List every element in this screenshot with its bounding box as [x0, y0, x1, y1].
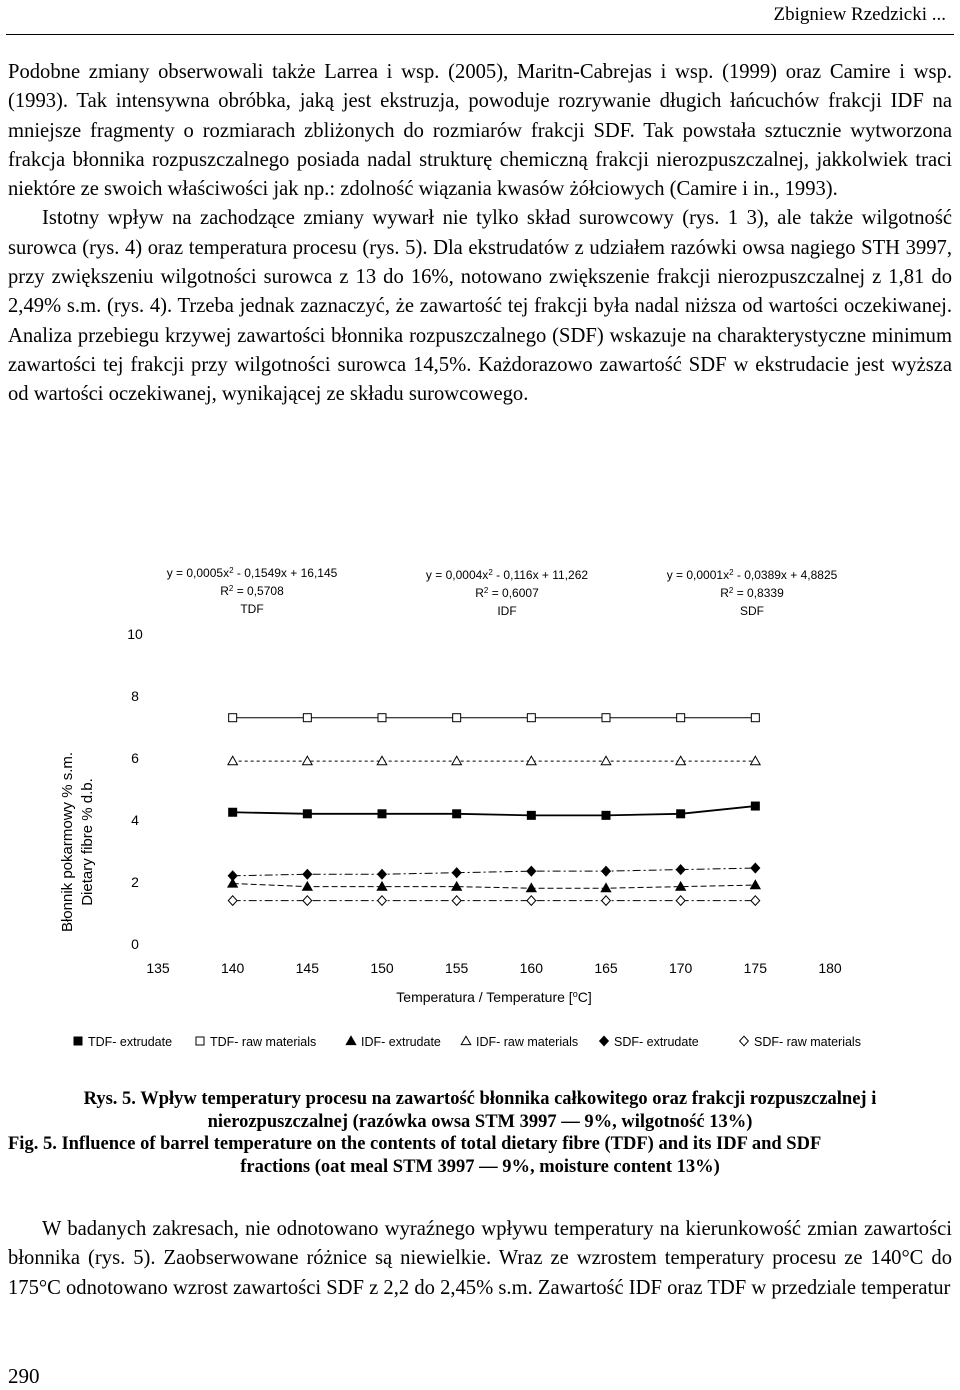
data-point — [378, 810, 386, 818]
data-point — [378, 896, 387, 906]
data-point — [378, 869, 387, 879]
data-point — [751, 714, 759, 722]
legend-label: TDF- raw materials — [210, 1035, 317, 1049]
x-tick-label: 145 — [295, 960, 320, 976]
data-point — [527, 896, 536, 906]
data-point — [303, 896, 312, 906]
data-point — [602, 866, 611, 876]
data-point — [677, 810, 685, 818]
x-tick-label: 140 — [220, 960, 245, 976]
legend-label: TDF- extrudate — [88, 1035, 173, 1049]
caption-en-line-1: Fig. 5. Influence of barrel temperature on the contents of total dietary fibre (TDF) and its IDF and SDF — [8, 1134, 822, 1154]
data-point — [377, 882, 387, 890]
x-tick-label: 175 — [743, 960, 768, 976]
data-point — [527, 866, 536, 876]
equation-sdf — [667, 568, 838, 619]
data-point — [452, 756, 462, 764]
legend-item — [740, 1035, 861, 1049]
data-point — [601, 883, 611, 891]
data-series — [228, 714, 760, 906]
x-tick-label: 180 — [818, 960, 842, 976]
data-point — [377, 756, 387, 764]
x-tick-label: 155 — [444, 960, 469, 976]
equation-sdf-formula: $y = 0,0001x^2 - 0,0389x + 4,8825$ — [666, 567, 838, 582]
equation-idf — [426, 568, 588, 619]
data-point — [229, 714, 237, 722]
equation-idf-r2: $R^2 = 0,6007$ — [475, 585, 539, 600]
page-number: 290 — [8, 1364, 40, 1388]
data-point — [378, 714, 386, 722]
legend-marker — [74, 1037, 82, 1045]
legend-label: SDF- raw materials — [754, 1035, 861, 1049]
equation-sdf-name: SDF — [740, 604, 764, 618]
x-tick-label: 170 — [668, 960, 693, 976]
legend-marker — [740, 1036, 749, 1046]
series-tdf-extrudate — [229, 802, 760, 819]
x-tick-label: 135 — [146, 960, 170, 976]
equation-idf-formula: $y = 0,0004x^2 - 0,116x + 11,262$ — [425, 567, 589, 582]
paragraph-2-text: Istotny wpływ na zachodzące zmiany wywarł nie tylko skład surowcowy (rys. 1 3), ale także wilgotność surowca (rys. 4) oraz temperatura procesu (rys. 5). Dla ekstrudatów z udziałem razówki owsa nagiego STH 3997, przy zwiększeniu wilgotności surowca z 13 do 16%, notowano zwiększenie frakcji nierozpuszczalnej z 1,81 do 2,49% s.m. (rys. 4). Trzeba jednak zaznaczyć, że zawartość tej frakcji była nadal niższa od wartości oczekiwanej. Analiza przebiegu krzywej zawartości błonnika rozpuszczalnego (SDF) wskazuje na charakterystyczne minimum zawartości tej frakcji przy wilgotności surowca 14,5%. Każdorazowo zawartość SDF w ekstrudacie jest wyższa od wartości oczekiwanej, wynikającej ze składu surowcowego. — [8, 207, 952, 406]
data-point — [527, 811, 535, 819]
chart-legend — [74, 1035, 861, 1049]
legend-item — [346, 1035, 441, 1049]
y-axis-label-pl: Błonnik pokarmowy % s.m. — [59, 751, 76, 933]
y-tick-labels — [127, 626, 143, 952]
data-point — [601, 756, 611, 764]
series-idf-extrudate — [228, 879, 760, 892]
x-axis-label: Temperatura / Temperature [$^o$C] — [396, 989, 592, 1005]
legend-item — [196, 1035, 316, 1049]
caption-pl-line-2: nierozpuszczalnej (razówka owsa STM 3997 — 9%, wilgotność 13%) — [207, 1111, 753, 1132]
data-point — [453, 714, 461, 722]
data-point — [303, 756, 313, 764]
legend-label: IDF- extrudate — [361, 1035, 441, 1049]
series-idf-raw-materials — [228, 756, 760, 764]
legend-item — [461, 1035, 578, 1049]
caption-pl-line-1: Rys. 5. Wpływ temperatury procesu na zawartość błonnika całkowitego oraz frakcji rozpuszczalnej i — [83, 1089, 877, 1109]
paragraph-1-text: Podobne zmiany obserwowali także Larrea i wsp. (2005), Maritn-Cabrejas i wsp. (1999) oraz Camire i wsp. (1993). Tak intensywna obróbka, jaką jest ekstruzja, powoduje rozrywanie długich łańcuchów frakcji IDF na mniejsze fragmenty o rozmiarach zbliżonych do rozmiarów frakcji SDF. Tak powstała sztucznie wytworzona frakcja błonnika rozpuszczalnego posiada nadal strukturę chemiczną frakcji nierozpuszczalnej, jakkolwiek traci niektóre ze swoich właściwości jak np.: zdolność wiązania kwasów żółciowych (Camire i in., 1993). — [8, 61, 952, 201]
x-tick-label: 160 — [519, 960, 544, 976]
regression-equations — [167, 566, 838, 619]
y-tick-label: 10 — [127, 626, 143, 642]
equation-tdf-r2: $R^2 = 0,5708$ — [220, 583, 284, 598]
y-tick-label: 8 — [131, 688, 139, 704]
legend-marker — [196, 1037, 204, 1045]
y-axis-label-en: Dietary fibre % d.b. — [79, 778, 96, 906]
data-point — [303, 810, 311, 818]
legend-label: IDF- raw materials — [476, 1035, 579, 1049]
data-point — [452, 882, 462, 890]
data-point — [303, 869, 312, 879]
x-tick-labels — [146, 960, 842, 976]
equation-idf-name: IDF — [497, 604, 517, 618]
x-tick-label: 150 — [370, 960, 394, 976]
y-tick-label: 6 — [131, 750, 139, 766]
data-point — [751, 802, 759, 810]
y-axis-title — [59, 752, 96, 932]
data-point — [303, 714, 311, 722]
x-tick-label: 165 — [594, 960, 618, 976]
data-point — [303, 882, 313, 890]
data-point — [751, 756, 761, 764]
header-rule — [6, 34, 954, 35]
data-point — [527, 883, 537, 891]
equation-tdf-formula: $y = 0,0005x^2 - 0,1549x + 16,145$ — [166, 565, 338, 580]
data-point — [676, 896, 685, 906]
figure-caption — [0, 1088, 960, 1178]
data-point — [677, 714, 685, 722]
paragraph-3: W badanych zakresach, nie odnotowano wyraźnego wpływu temperatury na kierunkowość zmian zawartości błonnika (rys. 5). Zaobserwowane różnice są niewielkie. Wraz ze wzrostem temperatury procesu ze 140°C do 175°C odnotowano wzrost zawartości SDF z 2,2 do 2,45% s.m. Zawartość IDF oraz TDF w przedziale temperatur — [8, 1218, 952, 1299]
legend-marker — [346, 1036, 356, 1044]
running-header: Zbigniew Rzedzicki ... — [773, 4, 946, 25]
data-point — [228, 756, 238, 764]
data-point — [527, 756, 537, 764]
series-sdf-extrudate — [228, 863, 759, 880]
data-point — [751, 880, 761, 888]
x-axis-title — [396, 989, 591, 1005]
y-tick-label: 0 — [131, 936, 139, 952]
data-point — [676, 865, 685, 875]
equation-tdf — [167, 566, 338, 617]
series-tdf-raw-materials — [229, 714, 760, 722]
equation-sdf-r2: $R^2 = 0,8339$ — [720, 585, 784, 600]
legend-item — [74, 1035, 172, 1049]
legend-item — [600, 1035, 699, 1049]
temperature-fibre-chart — [0, 540, 960, 1070]
legend-marker — [600, 1036, 609, 1046]
data-point — [228, 896, 237, 906]
y-tick-label: 2 — [131, 874, 139, 890]
data-point — [602, 714, 610, 722]
data-point — [751, 863, 760, 873]
legend-label: SDF- extrudate — [614, 1035, 699, 1049]
data-point — [527, 714, 535, 722]
series-sdf-raw-materials — [228, 896, 759, 906]
legend-marker — [461, 1036, 471, 1044]
data-point — [229, 808, 237, 816]
data-point — [452, 868, 461, 878]
data-point — [676, 756, 686, 764]
paragraph-1 — [8, 58, 952, 410]
figure-5 — [0, 540, 960, 1070]
data-point — [602, 811, 610, 819]
data-point — [676, 882, 686, 890]
data-point — [452, 896, 461, 906]
data-point — [453, 810, 461, 818]
y-tick-label: 4 — [131, 812, 139, 828]
data-point — [228, 871, 237, 881]
data-point — [751, 896, 760, 906]
caption-en-line-2: fractions (oat meal STM 3997 — 9%, moisture content 13%) — [240, 1156, 720, 1177]
equation-tdf-name: TDF — [240, 602, 264, 616]
data-point — [602, 896, 611, 906]
